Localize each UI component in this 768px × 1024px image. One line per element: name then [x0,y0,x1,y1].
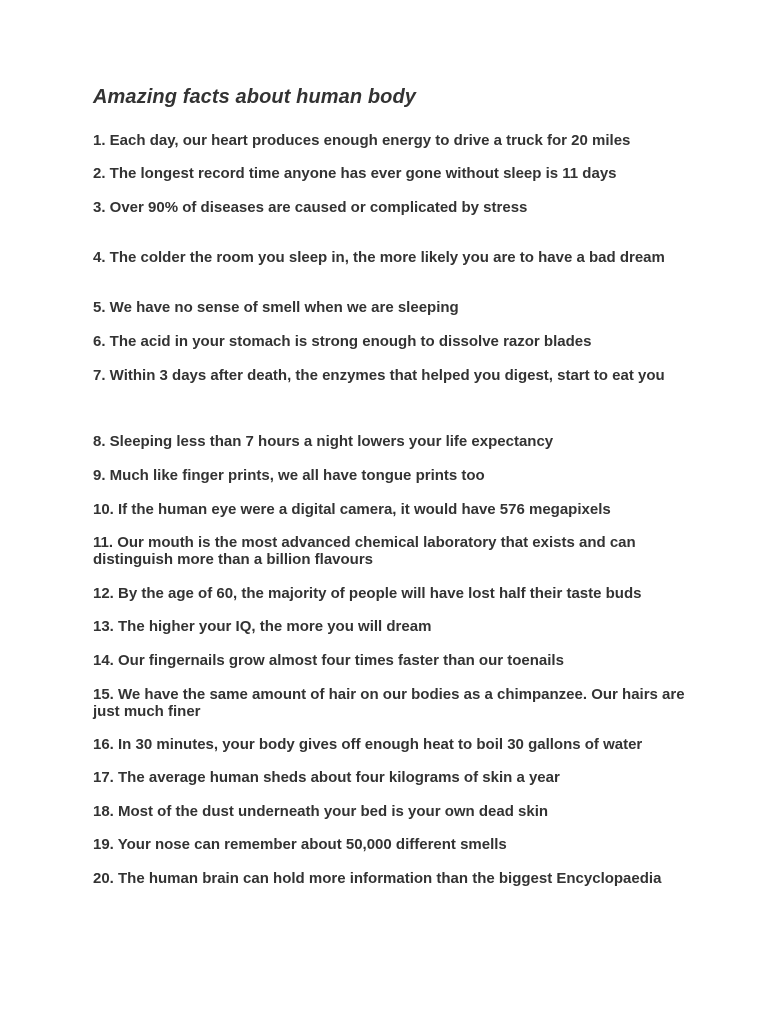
fact-item: 12. By the age of 60, the majority of people will have lost half their taste buds [93,585,642,602]
fact-item: 11. Our mouth is the most advanced chemical laboratory that exists and can distinguish more than a billion flavours [93,534,636,568]
fact-item: 5. We have no sense of smell when we are sleeping [93,299,459,316]
fact-item: 4. The colder the room you sleep in, the more likely you are to have a bad dream [93,249,665,266]
fact-item: 18. Most of the dust underneath your bed is your own dead skin [93,803,549,820]
fact-item: 14. Our fingernails grow almost four times faster than our toenails [93,652,564,669]
fact-item: 13. The higher your IQ, the more you will dream [93,618,432,635]
fact-item: 15. We have the same amount of hair on our bodies as a chimpanzee. Our hairs are just much finer [93,686,685,720]
fact-item: 8. Sleeping less than 7 hours a night lowers your life expectancy [93,433,554,450]
fact-item: 2. The longest record time anyone has ever gone without sleep is 11 days [93,165,617,182]
fact-item: 9. Much like finger prints, we all have tongue prints too [93,467,485,484]
fact-item: 6. The acid in your stomach is strong enough to dissolve razor blades [93,333,592,350]
fact-item: 3. Over 90% of diseases are caused or complicated by stress [93,199,528,216]
fact-item: 16. In 30 minutes, your body gives off enough heat to boil 30 gallons of water [93,736,643,753]
fact-item: 7. Within 3 days after death, the enzymes that helped you digest, start to eat you [93,367,665,384]
document-title: Amazing facts about human body [93,86,417,108]
fact-item: 20. The human brain can hold more information than the biggest Encyclopaedia [93,870,662,887]
fact-item: 19. Your nose can remember about 50,000 different smells [93,836,507,853]
fact-item: 1. Each day, our heart produces enough energy to drive a truck for 20 miles [93,132,631,149]
fact-item: 10. If the human eye were a digital camera, it would have 576 megapixels [93,501,611,518]
fact-item: 17. The average human sheds about four kilograms of skin a year [93,769,560,786]
